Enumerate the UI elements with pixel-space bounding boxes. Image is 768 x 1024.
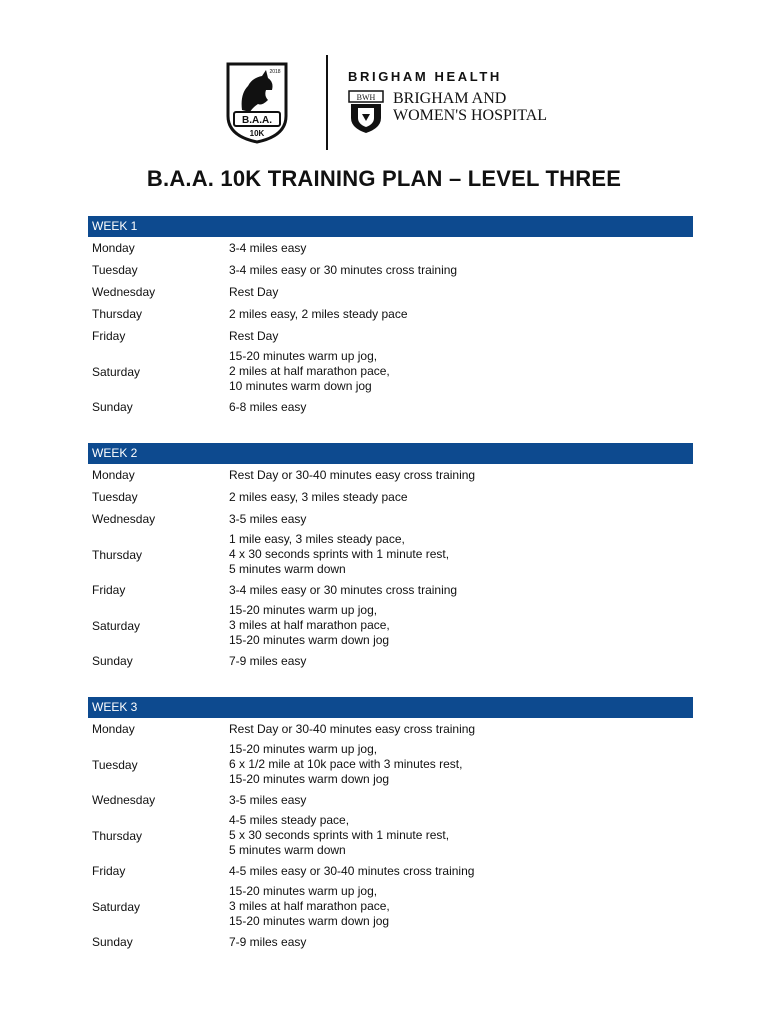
activity-line: 7-9 miles easy bbox=[229, 653, 307, 668]
day-activity bbox=[229, 813, 693, 858]
activity-line: 3-5 miles easy bbox=[229, 511, 307, 526]
baa-sub-text: 10K bbox=[249, 129, 265, 138]
activity-line: 2 miles easy, 3 miles steady pace bbox=[229, 489, 408, 504]
day-name: Sunday bbox=[92, 654, 133, 668]
activity-line: 3 miles at half marathon pace, bbox=[229, 618, 390, 632]
week-header: WEEK 1 bbox=[88, 216, 693, 237]
week-section bbox=[88, 443, 693, 672]
activity-line: 15-20 minutes warm down jog bbox=[229, 914, 390, 928]
day-name: Sunday bbox=[92, 935, 133, 949]
day-row bbox=[88, 530, 693, 579]
activity-line: 5 minutes warm down bbox=[229, 843, 346, 857]
activity-line: 1 mile easy, 3 miles steady pace, bbox=[229, 532, 405, 546]
bwh-name-line1: BRIGHAM AND bbox=[393, 90, 507, 107]
day-name: Monday bbox=[92, 468, 135, 482]
day-row bbox=[88, 303, 693, 325]
activity-line: 6-8 miles easy bbox=[229, 399, 307, 414]
day-row bbox=[88, 508, 693, 530]
day-name: Saturday bbox=[92, 618, 141, 633]
day-name: Friday bbox=[92, 329, 126, 343]
activity-line: 3-4 miles easy bbox=[229, 240, 307, 255]
day-row bbox=[88, 860, 693, 882]
bwh-shield-text: BWH bbox=[356, 93, 376, 102]
activity-line: 15-20 minutes warm down jog bbox=[229, 633, 390, 647]
page-header bbox=[0, 0, 768, 160]
activity-line: 15-20 minutes warm up jog, bbox=[229, 884, 378, 898]
baa-badge-text: B.A.A. bbox=[242, 115, 272, 126]
week-header: WEEK 3 bbox=[88, 697, 693, 718]
activity-line: 7-9 miles easy bbox=[229, 934, 307, 949]
day-activity bbox=[229, 793, 693, 808]
day-activity bbox=[229, 285, 693, 300]
day-row bbox=[88, 396, 693, 418]
day-name: Wednesday bbox=[92, 512, 156, 526]
day-name: Wednesday bbox=[92, 285, 156, 299]
activity-line: 3-5 miles easy bbox=[229, 792, 307, 807]
activity-line: 3-4 miles easy or 30 minutes cross training bbox=[229, 262, 458, 277]
day-name: Sunday bbox=[92, 400, 133, 414]
day-activity bbox=[229, 329, 693, 344]
day-name: Wednesday bbox=[92, 793, 156, 807]
day-row bbox=[88, 579, 693, 601]
day-row bbox=[88, 601, 693, 650]
bwh-name-line2: WOMEN'S HOSPITAL bbox=[393, 107, 548, 124]
activity-line: 5 x 30 seconds sprints with 1 minute rest, bbox=[229, 828, 450, 842]
baa-10k-logo bbox=[222, 60, 292, 144]
day-activity bbox=[229, 263, 693, 278]
activity-line: 15-20 minutes warm up jog, bbox=[229, 603, 378, 617]
day-row bbox=[88, 464, 693, 486]
week-section bbox=[88, 216, 693, 418]
activity-line: 2 miles easy, 2 miles steady pace bbox=[229, 306, 408, 321]
activity-line: 3-4 miles easy or 30 minutes cross training bbox=[229, 582, 458, 597]
day-name: Thursday bbox=[92, 307, 143, 321]
day-activity bbox=[229, 935, 693, 950]
day-row bbox=[88, 740, 693, 789]
logo-divider bbox=[326, 55, 328, 150]
day-name: Friday bbox=[92, 583, 126, 597]
day-activity bbox=[229, 307, 693, 322]
day-activity bbox=[229, 722, 693, 737]
day-name: Monday bbox=[92, 722, 135, 736]
activity-line: 10 minutes warm down jog bbox=[229, 379, 372, 393]
day-row bbox=[88, 281, 693, 303]
day-name: Saturday bbox=[92, 899, 141, 914]
day-activity bbox=[229, 864, 693, 879]
day-activity bbox=[229, 490, 693, 505]
day-activity bbox=[229, 884, 693, 929]
activity-line: 3 miles at half marathon pace, bbox=[229, 899, 390, 913]
activity-line: 5 minutes warm down bbox=[229, 562, 346, 576]
day-name: Thursday bbox=[92, 828, 143, 843]
day-name: Thursday bbox=[92, 547, 143, 562]
activity-line: 4 x 30 seconds sprints with 1 minute rest, bbox=[229, 547, 450, 561]
week-section bbox=[88, 697, 693, 953]
baa-year-text: 2018 bbox=[269, 69, 281, 75]
day-activity bbox=[229, 603, 693, 648]
day-row bbox=[88, 325, 693, 347]
day-activity bbox=[229, 468, 693, 483]
day-name: Saturday bbox=[92, 364, 141, 379]
day-row bbox=[88, 650, 693, 672]
day-activity bbox=[229, 583, 693, 598]
day-activity bbox=[229, 241, 693, 256]
day-name: Monday bbox=[92, 241, 135, 255]
day-name: Tuesday bbox=[92, 757, 138, 772]
bwh-shield-icon bbox=[348, 90, 384, 134]
day-activity bbox=[229, 349, 693, 394]
day-name: Friday bbox=[92, 864, 126, 878]
day-row bbox=[88, 882, 693, 931]
activity-line: 4-5 miles steady pace, bbox=[229, 813, 350, 827]
page-title: B.A.A. 10K TRAINING PLAN – LEVEL THREE bbox=[146, 166, 622, 191]
day-row bbox=[88, 347, 693, 396]
day-row bbox=[88, 931, 693, 953]
activity-line: 6 x 1/2 mile at 10k pace with 3 minutes rest, bbox=[229, 757, 463, 771]
day-activity bbox=[229, 742, 693, 787]
brigham-health-title: BRIGHAM HEALTH bbox=[348, 69, 502, 84]
day-name: Tuesday bbox=[92, 490, 138, 504]
day-row bbox=[88, 259, 693, 281]
day-activity bbox=[229, 654, 693, 669]
week-header: WEEK 2 bbox=[88, 443, 693, 464]
activity-line: Rest Day or 30-40 minutes easy cross training bbox=[229, 467, 476, 482]
day-row bbox=[88, 811, 693, 860]
day-row bbox=[88, 718, 693, 740]
activity-line: 4-5 miles easy or 30-40 minutes cross training bbox=[229, 863, 475, 878]
activity-line: Rest Day or 30-40 minutes easy cross training bbox=[229, 721, 476, 736]
activity-line: 2 miles at half marathon pace, bbox=[229, 364, 390, 378]
bwh-name bbox=[393, 90, 547, 124]
activity-line: 15-20 minutes warm up jog, bbox=[229, 349, 378, 363]
day-activity bbox=[229, 400, 693, 415]
activity-line: 15-20 minutes warm up jog, bbox=[229, 742, 378, 756]
activity-line: Rest Day bbox=[229, 328, 279, 343]
day-row bbox=[88, 789, 693, 811]
day-name: Tuesday bbox=[92, 263, 138, 277]
day-row bbox=[88, 486, 693, 508]
day-activity bbox=[229, 532, 693, 577]
day-activity bbox=[229, 512, 693, 527]
activity-line: 15-20 minutes warm down jog bbox=[229, 772, 390, 786]
day-row bbox=[88, 237, 693, 259]
activity-line: Rest Day bbox=[229, 284, 279, 299]
